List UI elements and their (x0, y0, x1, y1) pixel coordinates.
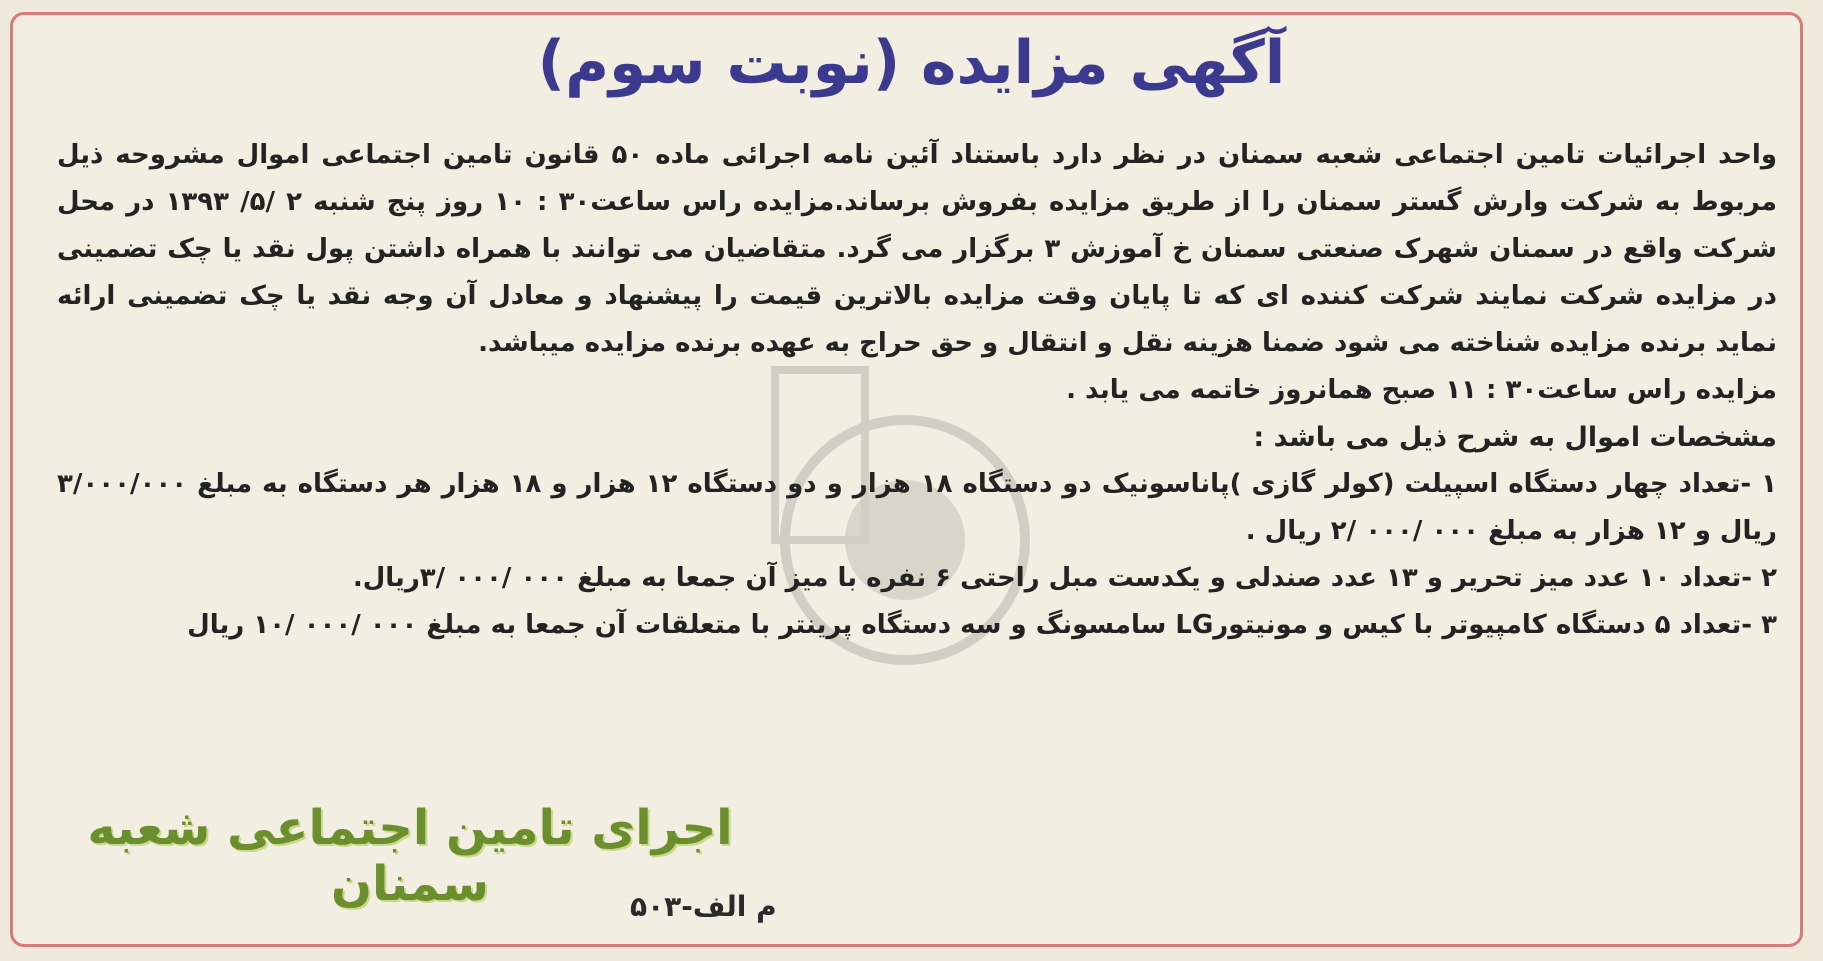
list-item: ۲ -تعداد ۱۰ عدد میز تحریر و ۱۳ عدد صندلی و یکدست مبل راحتی ۶ نفره با میز آن جمعا به مبلغ ۰۰۰ /۰۰۰ /۳ریال. (352, 563, 1777, 593)
specs-heading: مشخصات اموال به شرح ذیل می باشد : (1253, 422, 1777, 453)
list-item: ۱ -تعداد چهار دستگاه اسپیلت (کولر گازی )پاناسونیک دو دستگاه ۱۸ هزار و دو دستگاه ۱۲ هزار و ۱۸ هزار هر دستگاه به مبلغ ۳/۰۰۰/۰۰۰ ریال و ۱۲ هزار به مبلغ ۰۰۰ /۰۰۰ /۲ ریال . (57, 469, 1777, 546)
list-item: ۳ -تعداد ۵ دستگاه کامپیوتر با کیس و مونیتورLG سامسونگ و سه دستگاه پرینتر با متعلقات آن جمعا به مبلغ ۰۰۰ /۰۰۰ /۱۰ ریال (187, 610, 1777, 640)
notice-paragraph: مزایده راس ساعت۳۰ : ۱۱ صبح همانروز خاتمه می یابد . (1066, 375, 1777, 405)
signature: اجرای تامین اجتماعی شعبه سمنان (87, 800, 733, 912)
notice-code: م الف-۵۰۳ (630, 890, 777, 923)
notice-paragraph: واحد اجرائیات تامین اجتماعی شعبه سمنان در نظر دارد باستناد آئین نامه اجرائی ماده ۵۰ قانون تامین اجتماعی اموال مشروحه ذیل مربوط به شرکت وارش گستر سمنان را از طریق مزایده بفروش برساند.مزایده راس ساعت۳۰ : ۱۰ روز پنج شنبه ۲ /۵/ ۱۳۹۳ در محل شرکت واقع در سمنان شهرک صنعتی سمنان خ آموزش ۳ برگزار می گرد. متقاضیان می توانند با همراه داشتن پول نقد یا چک تضمینی در مزایده شرکت نمایند شرکت کننده ای که تا پایان وقت مزایده بالاترین قیمت را پیشنهاد و معادل آن وجه نقد یا چک تضمینی ارائه نماید برنده مزایده شناخته می شود ضمنا هزینه نقل و انتقال و حق حراج به عهده برنده مزایده میباشد. (57, 140, 1778, 358)
notice-title: آگهی مزایده (نوبت سوم) (537, 28, 1286, 98)
notice-body (57, 132, 1777, 649)
